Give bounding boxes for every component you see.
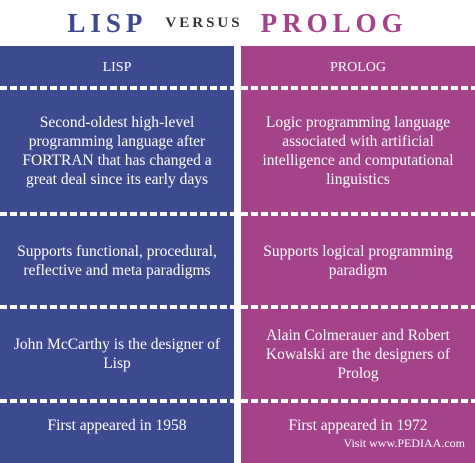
prolog-row-designer: Alain Colmerauer and Robert Kowalski are the designers of Prolog [265,326,451,382]
prolog-row-paradigms: Supports logical programming paradigm [263,242,453,279]
prolog-row-description: Logic programming language associated with artificial intelligence and computational linguistics [262,114,454,188]
lisp-row-paradigms: Supports functional, procedural, reflective and meta paradigms [17,242,217,279]
lisp-row-description: Second-oldest high-level programming language after FORTRAN that has changed a great deal since its early days [22,114,212,188]
lisp-row-designer: John McCarthy is the designer of Lisp [13,336,221,372]
lisp-row-first-appeared: First appeared in 1958 [47,416,187,434]
lisp-header: LISP [102,59,132,75]
title-prolog: PROLOG [260,7,408,38]
title-lisp: LISP [67,7,148,38]
prolog-header: PROLOG [329,59,386,75]
prolog-row-first-appeared: First appeared in 1972 [288,416,428,434]
comparison-title [0,0,475,46]
prolog-column [241,46,475,463]
title-versus: VERSUS [165,14,243,31]
lisp-column [0,46,234,463]
source-credit: Visit www.PEDIAA.com [343,436,465,450]
